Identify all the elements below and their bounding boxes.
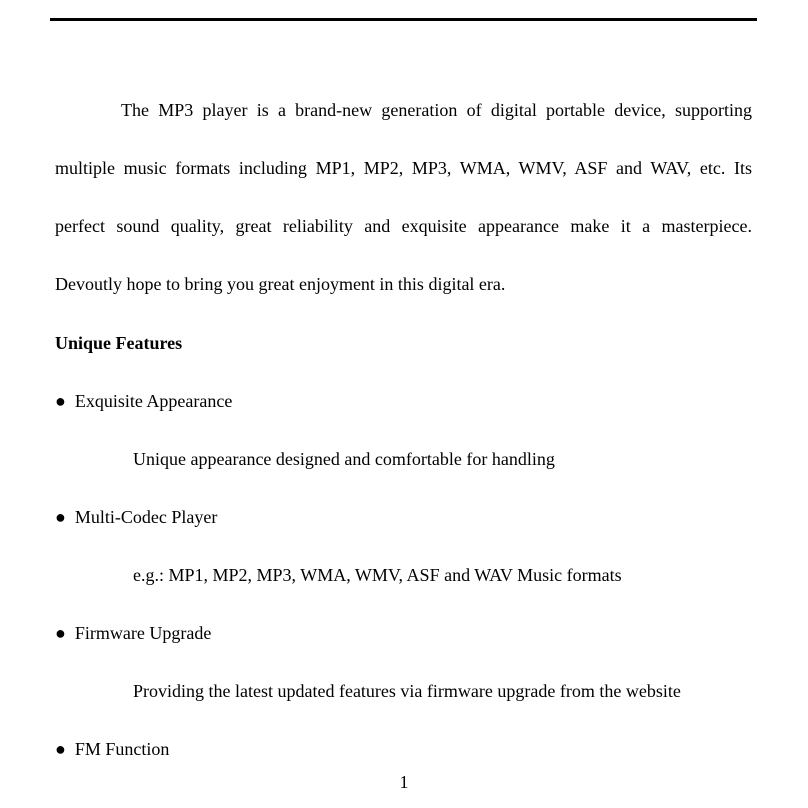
feature-description-multi-codec-player: e.g.: MP1, MP2, MP3, WMA, WMV, ASF and WAV Music formats	[133, 565, 622, 585]
intro-line-2: multiple music formats including MP1, MP2, MP3, WMA, WMV, ASF and WAV, etc. Its	[55, 158, 752, 178]
bullet-icon: ●	[55, 391, 71, 411]
bullet-icon: ●	[55, 623, 71, 643]
intro-line-3: perfect sound quality, great reliability and exquisite appearance make it a masterpiece.	[55, 216, 752, 236]
page-number: 1	[399, 772, 409, 792]
feature-title-text: Exquisite Appearance	[74, 391, 233, 411]
intro-line-1: The MP3 player is a brand-new generation of digital portable device, supporting	[121, 100, 752, 120]
feature-description-exquisite-appearance: Unique appearance designed and comfortable for handling	[133, 449, 555, 469]
bullet-icon: ●	[55, 507, 71, 527]
header-rule	[50, 18, 757, 21]
feature-title-fm-function	[55, 738, 169, 760]
feature-title-text: Firmware Upgrade	[74, 623, 212, 643]
feature-title-multi-codec-player	[55, 506, 217, 528]
feature-title-exquisite-appearance	[55, 390, 232, 412]
feature-title-text: FM Function	[74, 739, 170, 759]
feature-description-firmware-upgrade: Providing the latest updated features via firmware upgrade from the website	[133, 681, 681, 701]
feature-title-firmware-upgrade	[55, 622, 211, 644]
section-heading: Unique Features	[55, 333, 183, 353]
intro-line-4: Devoutly hope to bring you great enjoyment in this digital era.	[55, 274, 506, 294]
feature-title-text: Multi-Codec Player	[74, 507, 218, 527]
bullet-icon: ●	[55, 739, 71, 759]
